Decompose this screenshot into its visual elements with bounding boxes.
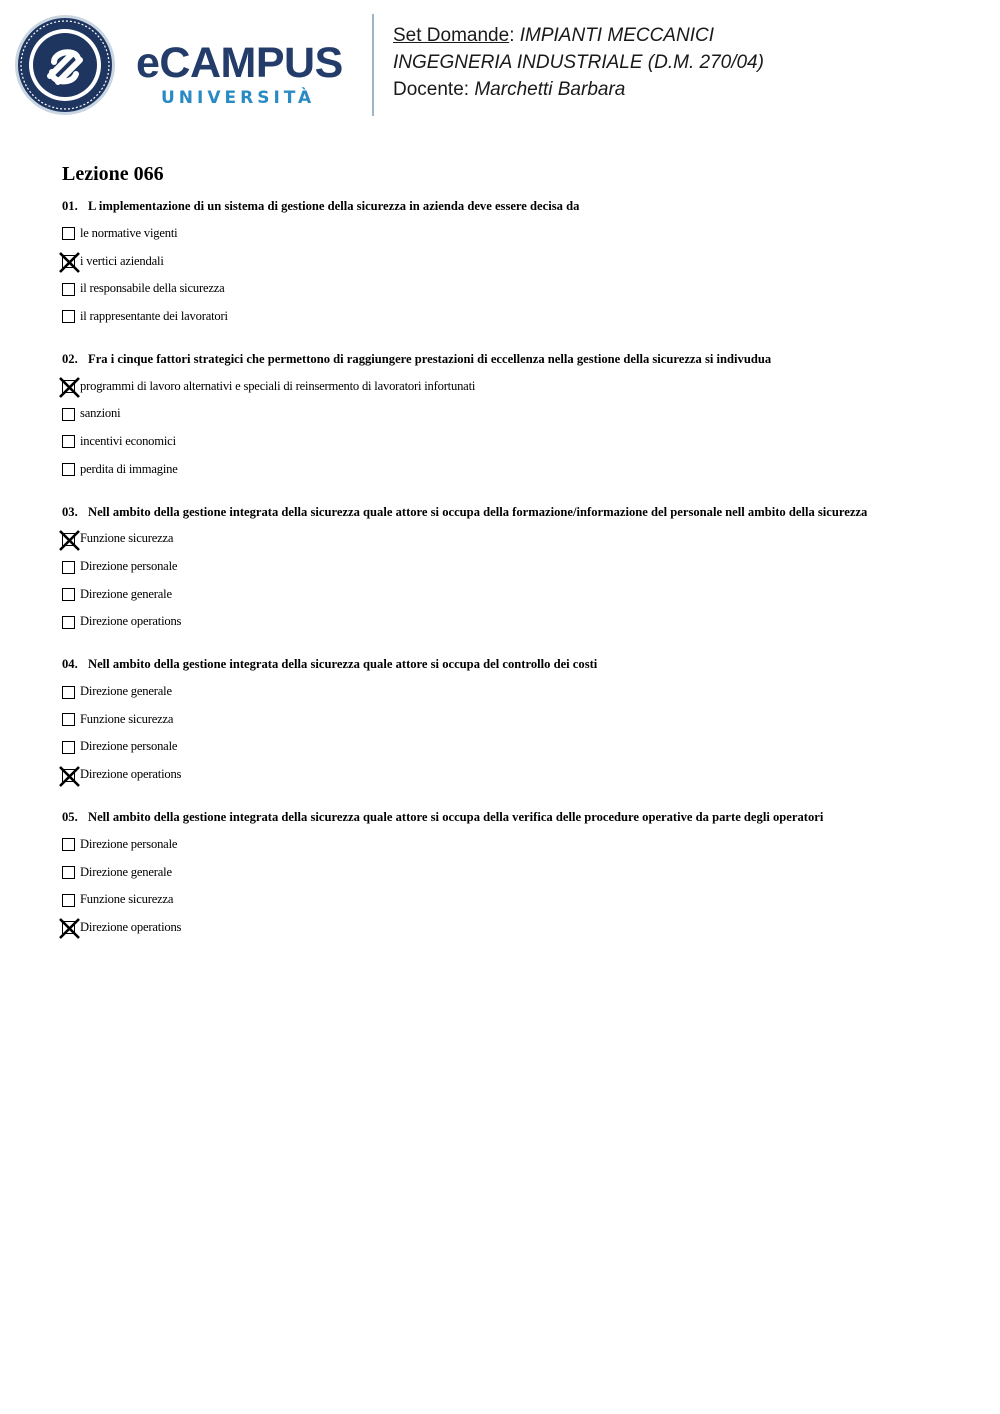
answer-option[interactable] xyxy=(62,219,962,247)
quiz-content xyxy=(62,160,962,962)
empty-checkbox[interactable] xyxy=(62,463,75,476)
option-label: Direzione generale xyxy=(80,864,172,879)
question-list xyxy=(62,198,962,941)
answer-option[interactable] xyxy=(62,372,962,400)
question-block xyxy=(62,809,962,941)
option-label: Direzione personale xyxy=(80,739,178,754)
option-label: le normative vigenti xyxy=(80,225,178,240)
answer-option[interactable] xyxy=(62,580,962,608)
question-block xyxy=(62,504,962,636)
set-line: Set Domande: IMPIANTI MECCANICI xyxy=(393,25,714,46)
question-text: Nell ambito della gestione integrata della sicurezza quale attore si occupa della formazione/informazione del personale nell ambito della sicurezza xyxy=(88,504,868,519)
option-label: Direzione generale xyxy=(80,586,172,601)
answer-option[interactable] xyxy=(62,455,962,483)
checked-checkbox[interactable] xyxy=(62,533,75,546)
empty-checkbox[interactable] xyxy=(62,838,75,851)
docente-label: Docente xyxy=(393,79,464,100)
question-text: Fra i cinque fattori strategici che permettono di raggiungere prestazioni di eccellenza nella gestione della sicurezza si indivudua xyxy=(88,351,772,366)
question-title xyxy=(62,656,962,672)
empty-checkbox[interactable] xyxy=(62,310,75,323)
option-label: programmi di lavoro alternativi e speciali di reinsermento di lavoratori infortunati xyxy=(80,378,476,393)
question-title xyxy=(62,198,962,214)
answer-option[interactable] xyxy=(62,885,962,913)
option-label: i vertici aziendali xyxy=(80,253,164,268)
option-label: Funzione sicurezza xyxy=(80,711,174,726)
docente-line: Docente: Marchetti Barbara xyxy=(393,79,626,100)
answer-option[interactable] xyxy=(62,302,962,330)
answer-option[interactable] xyxy=(62,830,962,858)
empty-checkbox[interactable] xyxy=(62,408,75,421)
question-number: 04. xyxy=(62,657,78,672)
option-label: il responsabile della sicurezza xyxy=(80,281,225,296)
option-label: Direzione operations xyxy=(80,614,182,629)
option-label: Direzione generale xyxy=(80,684,172,699)
option-label: perdita di immagine xyxy=(80,461,178,476)
question-number: 03. xyxy=(62,504,78,519)
degree-line xyxy=(393,49,764,76)
answer-option[interactable] xyxy=(62,705,962,733)
set-label: Set Domande xyxy=(393,25,510,46)
option-label: Direzione personale xyxy=(80,559,178,574)
empty-checkbox[interactable] xyxy=(62,866,75,879)
course-meta xyxy=(393,22,764,103)
answer-option[interactable] xyxy=(62,760,962,788)
answer-option[interactable] xyxy=(62,427,962,455)
option-label: Direzione personale xyxy=(80,836,178,851)
ecampus-logo xyxy=(14,14,356,118)
question-number: 01. xyxy=(62,199,78,213)
answer-option[interactable] xyxy=(62,733,962,761)
university-seal-icon xyxy=(14,14,116,116)
cross-mark-icon xyxy=(58,251,81,274)
checked-checkbox[interactable] xyxy=(62,255,75,268)
option-label: il rappresentante dei lavoratori xyxy=(80,308,228,323)
degree-value: INGEGNERIA INDUSTRIALE (D.M. 270/04) xyxy=(393,52,764,73)
lesson-title: Lezione 066 xyxy=(62,163,164,185)
question-number: 05. xyxy=(62,810,78,824)
question-title xyxy=(62,351,962,367)
option-label: Direzione operations xyxy=(80,767,182,782)
option-label: sanzioni xyxy=(80,406,121,421)
brand-subtitle: UNIVERSITÀ xyxy=(161,88,316,108)
answer-option[interactable] xyxy=(62,552,962,580)
empty-checkbox[interactable] xyxy=(62,283,75,296)
option-label: Funzione sicurezza xyxy=(80,531,174,546)
question-block xyxy=(62,351,962,483)
question-title xyxy=(62,809,962,825)
empty-checkbox[interactable] xyxy=(62,435,75,448)
empty-checkbox[interactable] xyxy=(62,227,75,240)
question-text: L implementazione di un sistema di gestione della sicurezza in azienda deve essere decisa da xyxy=(88,199,580,213)
cross-mark-icon xyxy=(58,765,81,788)
answer-option[interactable] xyxy=(62,913,962,941)
brand-name: eCAMPUS xyxy=(136,39,343,87)
answer-option[interactable] xyxy=(62,525,962,553)
empty-checkbox[interactable] xyxy=(62,686,75,699)
empty-checkbox[interactable] xyxy=(62,588,75,601)
cross-mark-icon xyxy=(58,917,81,940)
cross-mark-icon xyxy=(58,529,81,552)
empty-checkbox[interactable] xyxy=(62,894,75,907)
option-label: Funzione sicurezza xyxy=(80,892,174,907)
cross-mark-icon xyxy=(58,376,81,399)
option-label: Direzione operations xyxy=(80,919,182,934)
question-block xyxy=(62,656,962,788)
empty-checkbox[interactable] xyxy=(62,561,75,574)
page-header xyxy=(0,0,1000,130)
checked-checkbox[interactable] xyxy=(62,769,75,782)
question-block xyxy=(62,198,962,330)
answer-option[interactable] xyxy=(62,274,962,302)
question-text: Nell ambito della gestione integrata della sicurezza quale attore si occupa del controllo dei costi xyxy=(88,657,598,672)
answer-option[interactable] xyxy=(62,247,962,275)
question-text: Nell ambito della gestione integrata della sicurezza quale attore si occupa della verifica delle procedure operative da parte degli operatori xyxy=(88,810,824,824)
question-number: 02. xyxy=(62,351,78,366)
checked-checkbox[interactable] xyxy=(62,921,75,934)
empty-checkbox[interactable] xyxy=(62,713,75,726)
set-value: IMPIANTI MECCANICI xyxy=(519,25,714,46)
answer-option[interactable] xyxy=(62,399,962,427)
answer-option[interactable] xyxy=(62,677,962,705)
header-divider xyxy=(372,14,374,116)
option-label: incentivi economici xyxy=(80,433,176,448)
question-title xyxy=(62,504,962,520)
answer-option[interactable] xyxy=(62,858,962,886)
empty-checkbox[interactable] xyxy=(62,741,75,754)
empty-checkbox[interactable] xyxy=(62,616,75,629)
answer-option[interactable] xyxy=(62,608,962,636)
docente-value: Marchetti Barbara xyxy=(474,79,626,100)
checked-checkbox[interactable] xyxy=(62,380,75,393)
